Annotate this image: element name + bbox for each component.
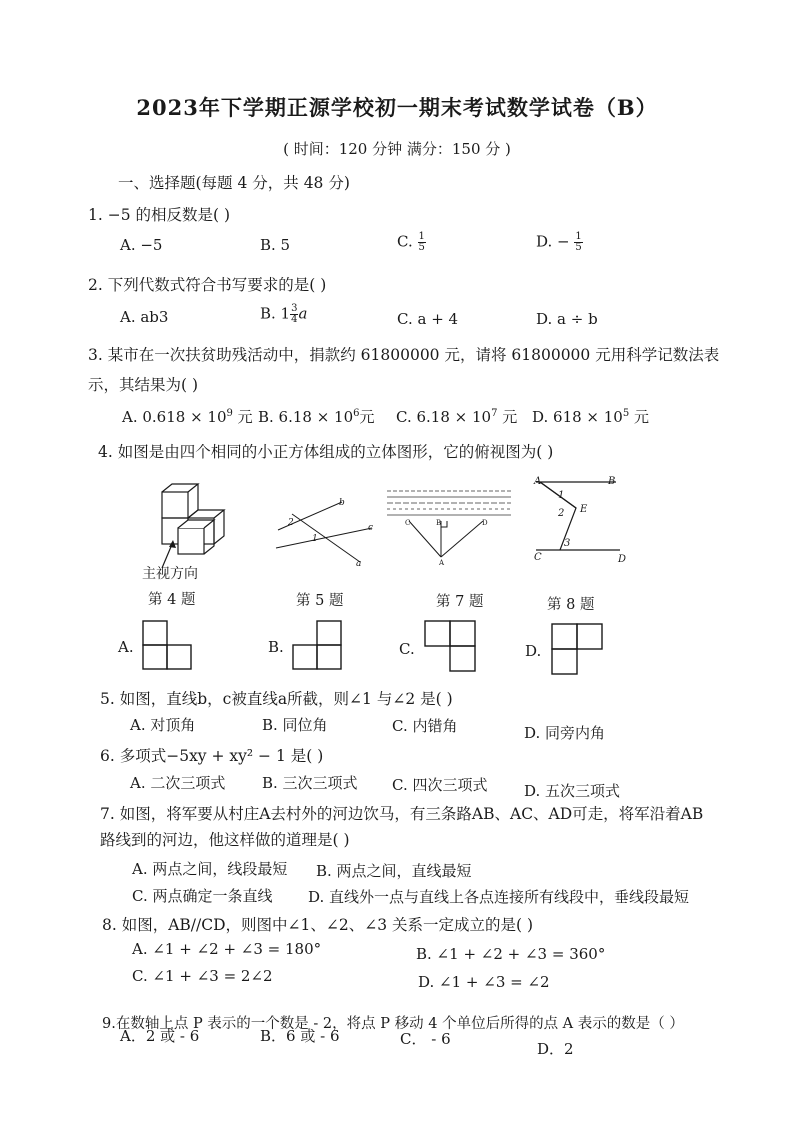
q9-option-c: C． - 6 [400, 1030, 451, 1048]
question-2-stem: 2. 下列代数式符合书写要求的是( ) [88, 276, 327, 294]
section-heading: 一、选择题(每题 4 分，共 48 分) [118, 174, 350, 192]
fig8-label-3: 3 [564, 538, 571, 549]
q1-option-c: C. $\frac{1}{5}$ [397, 231, 425, 253]
question-7-stem-line1: 7. 如图，将军要从村庄A去村外的河边饮马，有三条路AB、AC、AD可走，将军沿着AB [100, 805, 704, 823]
q1-option-b: B. 5 [260, 236, 291, 254]
q1-option-d: D. − $\frac{1}{5}$ [536, 231, 582, 253]
q5-option-a: A. 对顶角 [130, 716, 196, 734]
fig7-label-c: C [405, 519, 411, 527]
exam-subtitle: ( 时间：120 分钟 满分：150 分 ) [283, 140, 511, 158]
q9-option-b: B．6 或 - 6 [260, 1027, 340, 1045]
q8-option-b: B. ∠1 + ∠2 + ∠3 = 360° [416, 945, 606, 963]
fig8-label-c: C [534, 552, 542, 563]
question-3-stem-line2: 示，其结果为( ) [88, 376, 199, 394]
q4-option-b-grid [292, 620, 344, 670]
q7-option-b: B. 两点之间，直线最短 [316, 862, 472, 880]
q9-option-d: D．2 [537, 1040, 574, 1058]
q6-option-a: A. 二次三项式 [130, 774, 226, 792]
q3-option-b: B. $6.18 \times 10^6$元 [258, 408, 375, 426]
figure-q4-cubes [140, 478, 250, 570]
q1-option-a: A. −5 [120, 236, 163, 254]
view-direction-label: 主视方向 [142, 566, 198, 582]
caption-fig4: 第 4 题 [148, 592, 196, 608]
q3-option-c: C. $6.18 \times 10^7$ 元 [396, 408, 518, 426]
fig8-label-1: 1 [558, 490, 565, 501]
fig8-label-e: E [580, 504, 588, 515]
q2-option-d: D. a ÷ b [536, 310, 598, 328]
question-8-stem: 8. 如图，AB//CD，则图中∠1、∠2、∠3 关系一定成立的是( ) [102, 916, 534, 934]
fraction: $\frac{1}{5}$ [575, 231, 582, 253]
q8-option-c: C. ∠1 + ∠3 = 2∠2 [132, 967, 273, 985]
fig8-label-a: A [534, 476, 542, 487]
q8-option-d: D. ∠1 + ∠3 = ∠2 [418, 973, 550, 991]
q6-option-d: D. 五次三项式 [524, 782, 621, 800]
fig8-label-d: D [618, 554, 627, 565]
question-6-stem: 6. 多项式−5xy + xy² − 1 是( ) [100, 747, 324, 765]
fig5-label-b: b [339, 498, 345, 508]
q5-option-c: C. 内错角 [392, 717, 458, 735]
fig5-label-2: 2 [288, 518, 294, 528]
q4-option-a-label: A. [118, 638, 134, 656]
q4-option-c-grid [424, 620, 478, 672]
caption-fig8: 第 8 题 [547, 597, 595, 613]
fig7-label-b: B [436, 519, 442, 527]
q7-option-c: C. 两点确定一条直线 [132, 887, 273, 905]
fig5-label-1: 1 [312, 534, 318, 544]
fig7-label-a: A [439, 559, 445, 567]
q2-option-a: A. ab3 [120, 308, 169, 326]
question-1-stem: 1. −5 的相反数是( ) [88, 206, 231, 224]
question-5-stem: 5. 如图，直线b，c被直线a所截，则∠1 与∠2 是( ) [100, 690, 453, 708]
q6-option-c: C. 四次三项式 [392, 776, 488, 794]
fig8-label-2: 2 [558, 508, 565, 519]
caption-fig5: 第 5 题 [296, 593, 344, 609]
fig7-label-d: D [482, 519, 488, 527]
q7-option-d: D. 直线外一点与直线上各点连接所有线段中，垂线段最短 [308, 888, 690, 906]
question-9-stem: 9.在数轴上点 P 表示的一个数是 - 2，将点 P 移动 4 个单位后所得的点 A 表示的数是（ ） [102, 1016, 684, 1032]
q7-option-a: A. 两点之间，线段最短 [132, 860, 288, 878]
q8-option-a: A. ∠1 + ∠2 + ∠3 = 180° [132, 940, 322, 958]
q5-option-b: B. 同位角 [262, 716, 328, 734]
caption-fig7: 第 7 题 [436, 594, 484, 610]
question-3-stem-line1: 3. 某市在一次扶贫助残活动中，捐款约 61800000 元，请将 61800000 元用科学记数法表 [88, 346, 720, 364]
question-7-stem-line2: 路线到的河边，他这样做的道理是( ) [100, 831, 350, 849]
exam-title: 2023年下学期正源学校初一期末考试数学试卷（B） [136, 95, 658, 120]
fig8-label-b: B [608, 476, 616, 487]
figure-q8-parallel [526, 474, 636, 566]
q4-option-d-grid [551, 623, 605, 675]
fraction: $\frac{3}{4}$ [291, 303, 298, 325]
question-4-stem: 4. 如图是由四个相同的小正方体组成的立体图形，它的俯视图为( ) [98, 443, 554, 461]
q3-option-d: D. $618 \times 10^5$ 元 [532, 408, 650, 426]
q5-option-d: D. 同旁内角 [524, 724, 606, 742]
q6-option-b: B. 三次三项式 [262, 774, 358, 792]
q4-option-d-label: D. [525, 642, 542, 660]
q4-option-a-grid [142, 620, 194, 670]
figure-q7-river [385, 485, 515, 567]
q4-option-c-label: C. [399, 640, 415, 658]
fig5-label-a: a [356, 559, 362, 566]
q3-option-a: A. $0.618 \times 10^9$ 元 [122, 408, 253, 426]
q2-option-b: B. 1 $\frac{3}{4}$ a [260, 303, 308, 325]
q2-option-c: C. a + 4 [397, 310, 459, 328]
figure-q5-lines [270, 492, 380, 566]
fig5-label-c: c [368, 523, 374, 533]
q9-option-a: A．2 或 - 6 [120, 1027, 200, 1045]
q4-option-b-label: B. [268, 638, 284, 656]
fraction: $\frac{1}{5}$ [418, 231, 425, 253]
